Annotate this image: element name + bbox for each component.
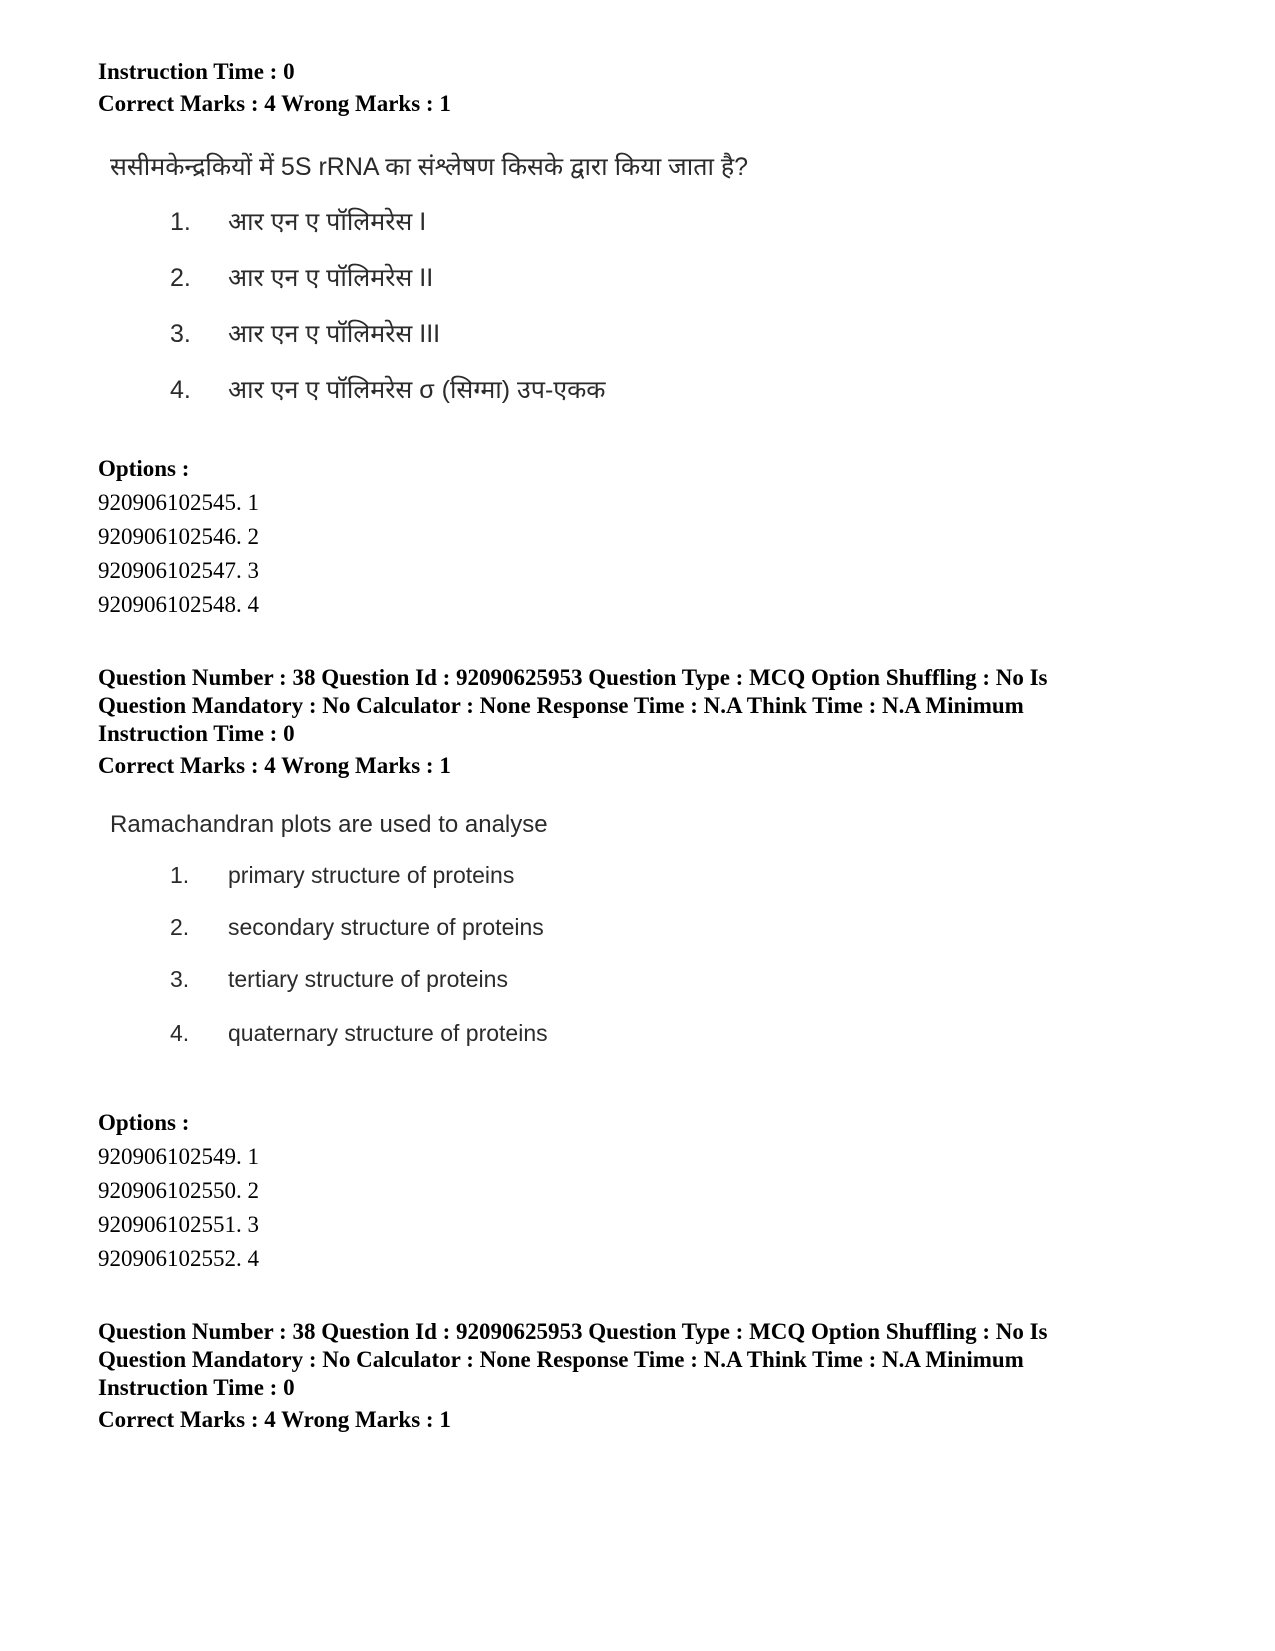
choice-text: quaternary structure of proteins: [228, 1020, 548, 1046]
question-choice: [170, 372, 606, 406]
choice-number: 4.: [170, 376, 191, 404]
options-list-block-1: [98, 452, 259, 622]
question-image-block-1: [110, 152, 749, 404]
option-item: 920906102545. 1: [98, 490, 259, 515]
question-choice: [170, 1020, 548, 1047]
question-meta-block-2: [98, 664, 1048, 780]
choice-number: 3.: [170, 320, 191, 348]
choice-text: आर एन ए पॉलिमरेस III: [228, 320, 441, 348]
choice-number: 3.: [170, 966, 190, 992]
question-meta-block-3: [98, 1318, 1048, 1434]
question-choice: [170, 966, 508, 993]
options-list-block-2: [98, 1106, 259, 1276]
question-choice: [170, 316, 440, 350]
choice-number: 4.: [170, 1020, 190, 1046]
question-stem: Ramachandran plots are used to analyse: [110, 811, 548, 838]
question-choice: [170, 914, 544, 941]
option-item: 920906102550. 2: [98, 1178, 259, 1203]
question-header-line-1: Question Number : 38 Question Id : 92090625953 Question Type : MCQ Option Shuffling : No Is: [98, 1319, 1048, 1344]
question-choice: [170, 862, 514, 889]
instruction-time: Instruction Time : 0: [98, 721, 295, 746]
question-header-line-2: Question Mandatory : No Calculator : None Response Time : N.A Think Time : N.A Minimum: [98, 1347, 1024, 1372]
question-meta-block-1: [98, 58, 451, 118]
marks-line: Correct Marks : 4 Wrong Marks : 1: [98, 753, 451, 778]
choice-text: आर एन ए पॉलिमरेस σ (सिग्मा) उप-एकक: [228, 376, 606, 404]
question-stem: ससीमकेन्द्रकियों में 5S rRNA का संश्लेषण किसके द्वारा किया जाता है?: [110, 153, 749, 181]
options-title: Options :: [98, 456, 190, 481]
option-item: 920906102546. 2: [98, 524, 259, 549]
option-item: 920906102549. 1: [98, 1144, 259, 1169]
option-item: 920906102551. 3: [98, 1212, 259, 1237]
choice-number: 1.: [170, 208, 191, 236]
option-item: 920906102552. 4: [98, 1246, 259, 1271]
question-choice: [170, 260, 433, 294]
choice-number: 2.: [170, 264, 191, 292]
choice-number: 1.: [170, 862, 190, 888]
instruction-time: Instruction Time : 0: [98, 59, 295, 84]
question-header-line-2: Question Mandatory : No Calculator : None Response Time : N.A Think Time : N.A Minimum: [98, 693, 1024, 718]
marks-line: Correct Marks : 4 Wrong Marks : 1: [98, 1407, 451, 1432]
choice-number: 2.: [170, 914, 190, 940]
choice-text: tertiary structure of proteins: [228, 966, 508, 992]
question-choice: [170, 204, 426, 238]
choice-text: आर एन ए पॉलिमरेस II: [228, 264, 434, 292]
option-item: 920906102548. 4: [98, 592, 259, 617]
question-header-line-1: Question Number : 38 Question Id : 92090625953 Question Type : MCQ Option Shuffling : No Is: [98, 665, 1048, 690]
question-image-block-2: [110, 810, 548, 1046]
choice-text: primary structure of proteins: [228, 862, 515, 888]
option-item: 920906102547. 3: [98, 558, 259, 583]
options-title: Options :: [98, 1110, 190, 1135]
choice-text: आर एन ए पॉलिमरेस I: [228, 208, 427, 236]
instruction-time: Instruction Time : 0: [98, 1375, 295, 1400]
marks-line: Correct Marks : 4 Wrong Marks : 1: [98, 91, 451, 116]
choice-text: secondary structure of proteins: [228, 914, 544, 940]
